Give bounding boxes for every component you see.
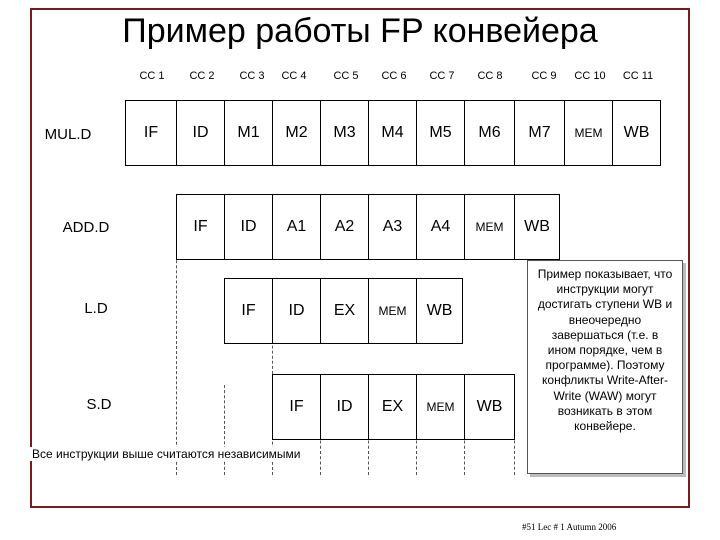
cc-label: CC 5 [333,70,359,82]
stage-box: MEM [464,194,515,260]
instruction-label-l-d: L.D [84,300,108,317]
explanation-note: Пример показывает, что инструкции могут достигать ступени WB и внеочередно завершаться (т.е. в ином порядке, чем в программе). Поэтому конфликты Write-After-Write (WAW) могут возникать в этом конвейере. [527,260,683,474]
stage-box: ID [272,278,321,344]
stage-box: ID [224,194,273,260]
stage-box: MEM [564,100,613,166]
cc-label: CC 2 [189,70,215,82]
stage-box: M1 [224,100,273,166]
cc-label: CC 11 [622,70,654,82]
stage-box: MEM [416,374,465,440]
stage-box: EX [368,374,417,440]
cc-label: CC 7 [429,70,455,82]
stage-box: MEM [368,278,417,344]
stage-box: A1 [272,194,321,260]
instruction-label-add-d: ADD.D [62,219,110,236]
stage-box: M2 [272,100,321,166]
stage-box: WB [464,374,515,440]
cc-label: CC 6 [381,70,407,82]
instruction-label-s-d: S.D [86,396,112,413]
stage-box: IF [125,100,177,166]
cc-label: CC 1 [139,70,165,82]
stage-box: M3 [320,100,369,166]
stage-box: ID [176,100,225,166]
slide-number: #51 Lec # 1 Autumn 2006 [522,522,617,532]
stage-box: IF [176,194,225,260]
stage-box: EX [320,278,369,344]
stage-box: WB [612,100,661,166]
cc-label: CC 8 [477,70,503,82]
stage-box: M6 [464,100,515,166]
stage-box: WB [416,278,463,344]
stage-box: IF [272,374,321,440]
cycle-divider [224,385,225,475]
stage-box: M7 [514,100,565,166]
instruction-label-mul-d: MUL.D [44,126,92,143]
stage-box: A4 [416,194,465,260]
cc-label: CC 3 [239,70,265,82]
stage-box: M5 [416,100,465,166]
cycle-divider [176,225,177,475]
stage-box: ID [320,374,369,440]
cc-label: CC 10 [574,70,606,82]
slide-title: Пример работы FP конвейера [122,12,598,50]
cc-label: CC 4 [281,70,307,82]
cc-label: CC 9 [531,70,557,82]
stage-box: A2 [320,194,369,260]
stage-box: WB [514,194,560,260]
independence-footnote: Все инструкции выше считаются независимыми [32,447,301,461]
stage-box: M4 [368,100,417,166]
stage-box: IF [224,278,273,344]
stage-box: A3 [368,194,417,260]
